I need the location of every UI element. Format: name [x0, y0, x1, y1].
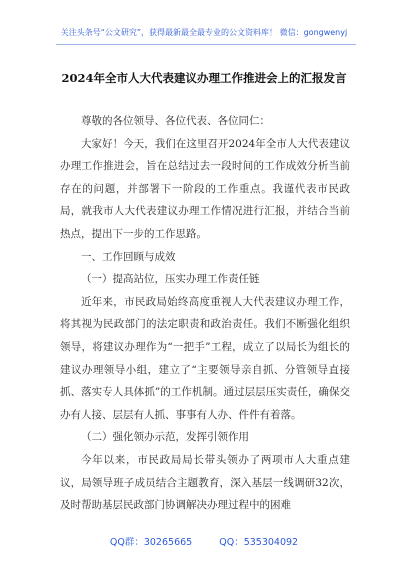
- subsection-body-2: 今年以来，市民政局局长带头领办了两项市人大重点建议，局领导班子成员结合主题教育，深入基层一线调研32次，及时帮助基层民政部门协调解决办理过程中的困难: [60, 453, 350, 512]
- section-heading-1: 一、工作回顾与成效: [81, 250, 176, 263]
- footer-qq-group: QQ群：30265665: [109, 537, 193, 548]
- document-title: 2024年全市人大代表建议办理工作推进会上的汇报发言: [61, 71, 347, 85]
- subsection-heading-1: （一）提高站位，压实办理工作责任链: [81, 273, 260, 286]
- footer-contact: [0, 534, 408, 548]
- document-body: [60, 110, 350, 517]
- footer-qq: QQ：535304092: [219, 537, 299, 548]
- subsection-body-1: 近年来，市民政局始终高度重视人大代表建议办理工作，将其视为民政部门的法定职责和政治责任。我们不断强化组织领导，将建议办理作为“一把手”工程，成立了以局长为组长的建议办理领导小组，建立了“主要领导亲自抓、分管领导直接抓、落实专人具体抓”的工作机制。通过层层压实责任，确保交办有人接、层层有人抓、事事有人办、件件有着落。: [60, 295, 350, 421]
- salutation: 尊敬的各位领导、各位代表、各位同仁：: [81, 115, 270, 127]
- subsection-heading-2: （二）强化领办示范，发挥引领作用: [81, 431, 249, 444]
- header-banner: 关注头条号“公文研究”，获得最新最全最专业的公文资料库！ 微信：gongwenyj: [60, 28, 348, 37]
- header-divider: [56, 44, 356, 45]
- intro-paragraph: 大家好！今天，我们在这里召开2024年全市人大代表建议办理工作推进会，旨在总结过去一段时间的工作成效分析当前存在的问题，并部署下一阶段的工作重点。我谨代表市民政局，就我市人大代表建议办理工作情况进行汇报，并结合当前热点，提出下一步的工作思路。: [60, 137, 350, 240]
